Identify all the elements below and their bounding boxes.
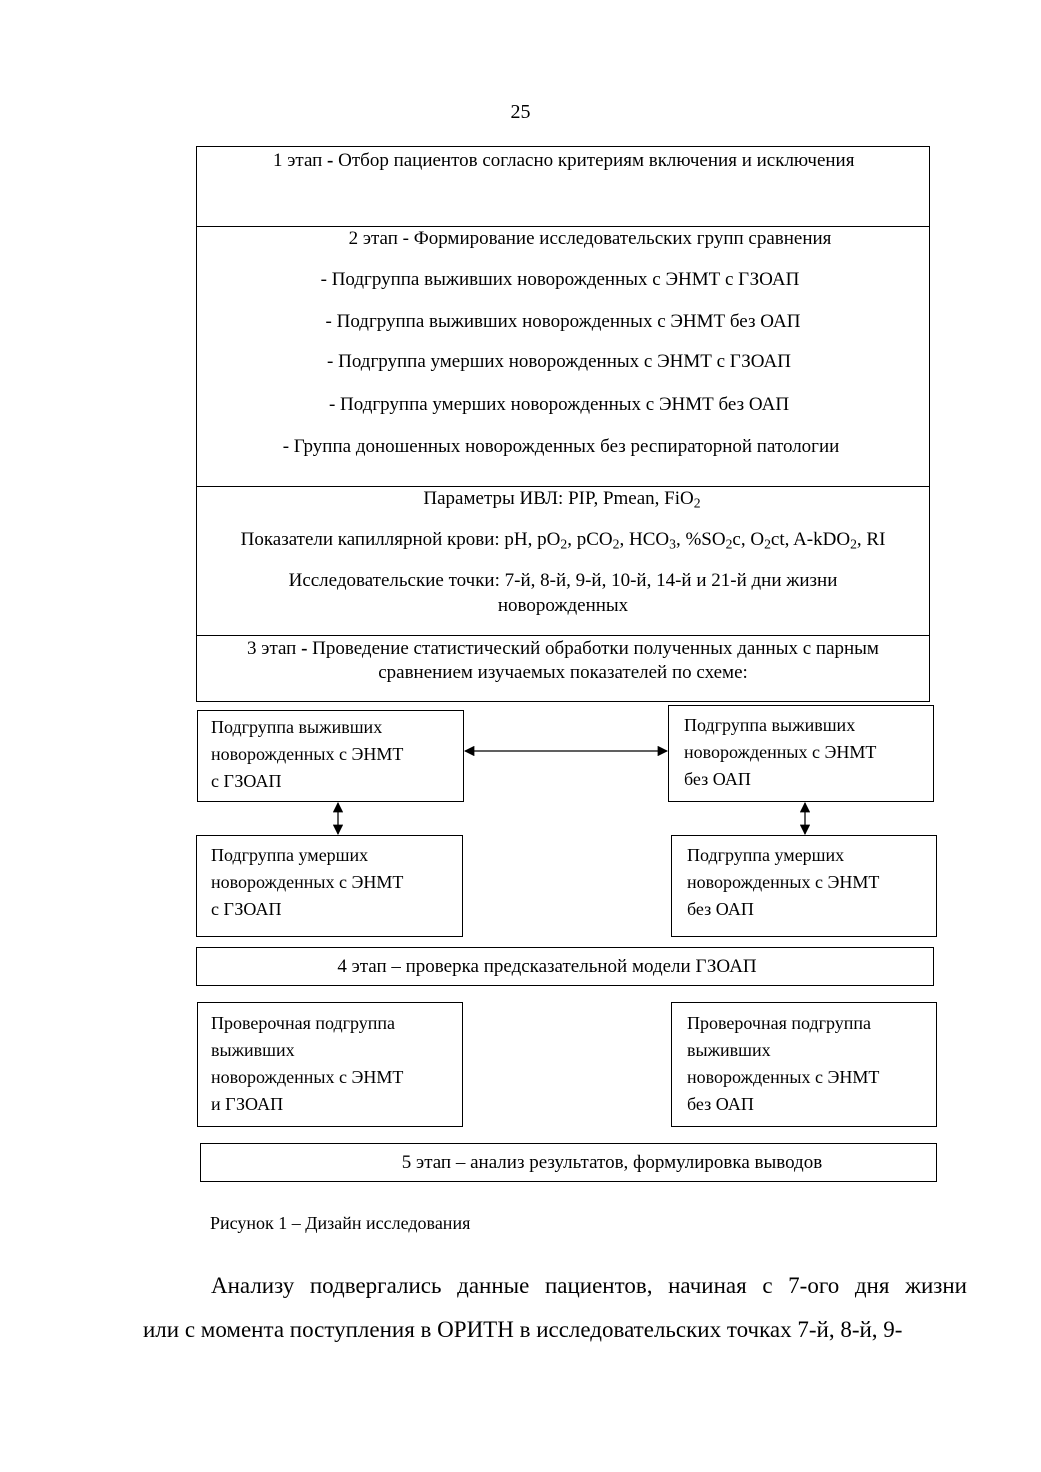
stage4-box xyxy=(196,947,934,986)
stage2-title: 2 этап - Формирование исследовательских групп сравнения xyxy=(348,228,832,249)
verify-no-oap xyxy=(671,1002,937,1127)
stage3-description: Проведение статистический обработки полученных данных с парным xyxy=(312,638,879,659)
blood-parameter-subscript: 2 xyxy=(764,536,771,552)
stage3-separator: - xyxy=(296,638,313,659)
stage5-box xyxy=(200,1143,937,1182)
blood-parameter-text: Показатели капиллярной крови: pH, pO xyxy=(240,529,561,550)
blood-parameter-subscript: 3 xyxy=(669,536,676,552)
stage4-text: 4 этап – проверка предсказательной модели ГЗОАП xyxy=(337,956,757,977)
stage1-separator: - xyxy=(322,150,339,171)
verify-line: новорожденных с ЭНМТ xyxy=(211,1067,404,1087)
group-line: без ОАП xyxy=(687,899,754,919)
blood-parameter-subscript: 2 xyxy=(850,536,857,552)
stage2-item: - Подгруппа умерших новорожденных с ЭНМТ с ГЗОАП xyxy=(327,351,791,372)
group-line: Подгруппа умерших xyxy=(211,845,369,865)
blood-parameter-text: , HCO xyxy=(619,529,670,550)
stage3-label: 3 этап xyxy=(247,638,297,659)
research-points-line1: Исследовательские точки: 7-й, 8-й, 9-й, 10-й, 14-й и 21-й дни жизни xyxy=(288,570,838,591)
stage2-item: - Группа доношенных новорожденных без респираторной патологии xyxy=(282,436,840,457)
research-points-line2: новорожденных xyxy=(497,595,629,616)
blood-parameter-text: , %SO xyxy=(675,529,726,550)
group-line: Подгруппа выживших xyxy=(684,715,856,735)
figure-caption: Рисунок 1 – Дизайн исследования xyxy=(210,1213,471,1233)
group-line: с ГЗОАП xyxy=(211,899,282,919)
paragraph-line2: или с момента поступления в ОРИТН в исследовательских точках 7-й, 8-й, 9- xyxy=(143,1317,903,1342)
blood-parameter-subscript: 2 xyxy=(560,536,568,552)
blood-parameter-subscript: 2 xyxy=(725,536,733,552)
blood-parameter-text: , RI xyxy=(856,529,886,550)
verify-gzoap xyxy=(197,1002,463,1127)
verify-line: Проверочная подгруппа xyxy=(687,1013,872,1033)
ivl-parameters-text: Параметры ИВЛ: PIP, Pmean, FiO xyxy=(423,488,694,509)
blood-parameter-text: ct, A-kDO xyxy=(770,529,851,550)
group-line: Подгруппа умерших xyxy=(687,845,845,865)
stage3-line2: сравнением изучаемых показателей по схеме: xyxy=(378,662,748,683)
stage2-item: - Подгруппа выживших новорожденных с ЭНМТ без ОАП xyxy=(325,311,801,332)
verify-line: выживших xyxy=(687,1040,771,1060)
group-line: новорожденных с ЭНМТ xyxy=(687,872,880,892)
verify-line: без ОАП xyxy=(687,1094,754,1114)
stage2-item: - Подгруппа выживших новорожденных с ЭНМТ с ГЗОАП xyxy=(320,269,800,290)
verify-line: Проверочная подгруппа xyxy=(211,1013,396,1033)
stage5-text: 5 этап – анализ результатов, формулировка выводов xyxy=(401,1152,823,1173)
verify-line: и ГЗОАП xyxy=(211,1094,284,1114)
page-number: 25 xyxy=(510,101,531,123)
blood-parameter-text: c, O xyxy=(732,529,765,550)
group-line: с ГЗОАП xyxy=(211,771,282,791)
group-line: новорожденных с ЭНМТ xyxy=(211,744,404,764)
blood-parameter-text: , pCO xyxy=(567,529,613,550)
stage2-item: - Подгруппа умерших новорожденных с ЭНМТ без ОАП xyxy=(328,394,790,415)
group-line: новорожденных с ЭНМТ xyxy=(211,872,404,892)
ivl-parameters-subscript: 2 xyxy=(693,495,701,511)
blood-parameter-subscript: 2 xyxy=(612,536,620,552)
stage1-description: Отбор пациентов согласно критериям включения и исключения xyxy=(338,150,855,171)
group-line: Подгруппа выживших xyxy=(211,717,383,737)
stage1-label: 1 этап xyxy=(273,150,323,171)
verify-line: выживших xyxy=(211,1040,295,1060)
group-line: новорожденных с ЭНМТ xyxy=(684,742,877,762)
verify-line: новорожденных с ЭНМТ xyxy=(687,1067,880,1087)
paragraph-line1: Анализу подвергались данные пациентов, начиная с 7-ого дня жизни xyxy=(211,1273,967,1298)
group-line: без ОАП xyxy=(684,769,751,789)
